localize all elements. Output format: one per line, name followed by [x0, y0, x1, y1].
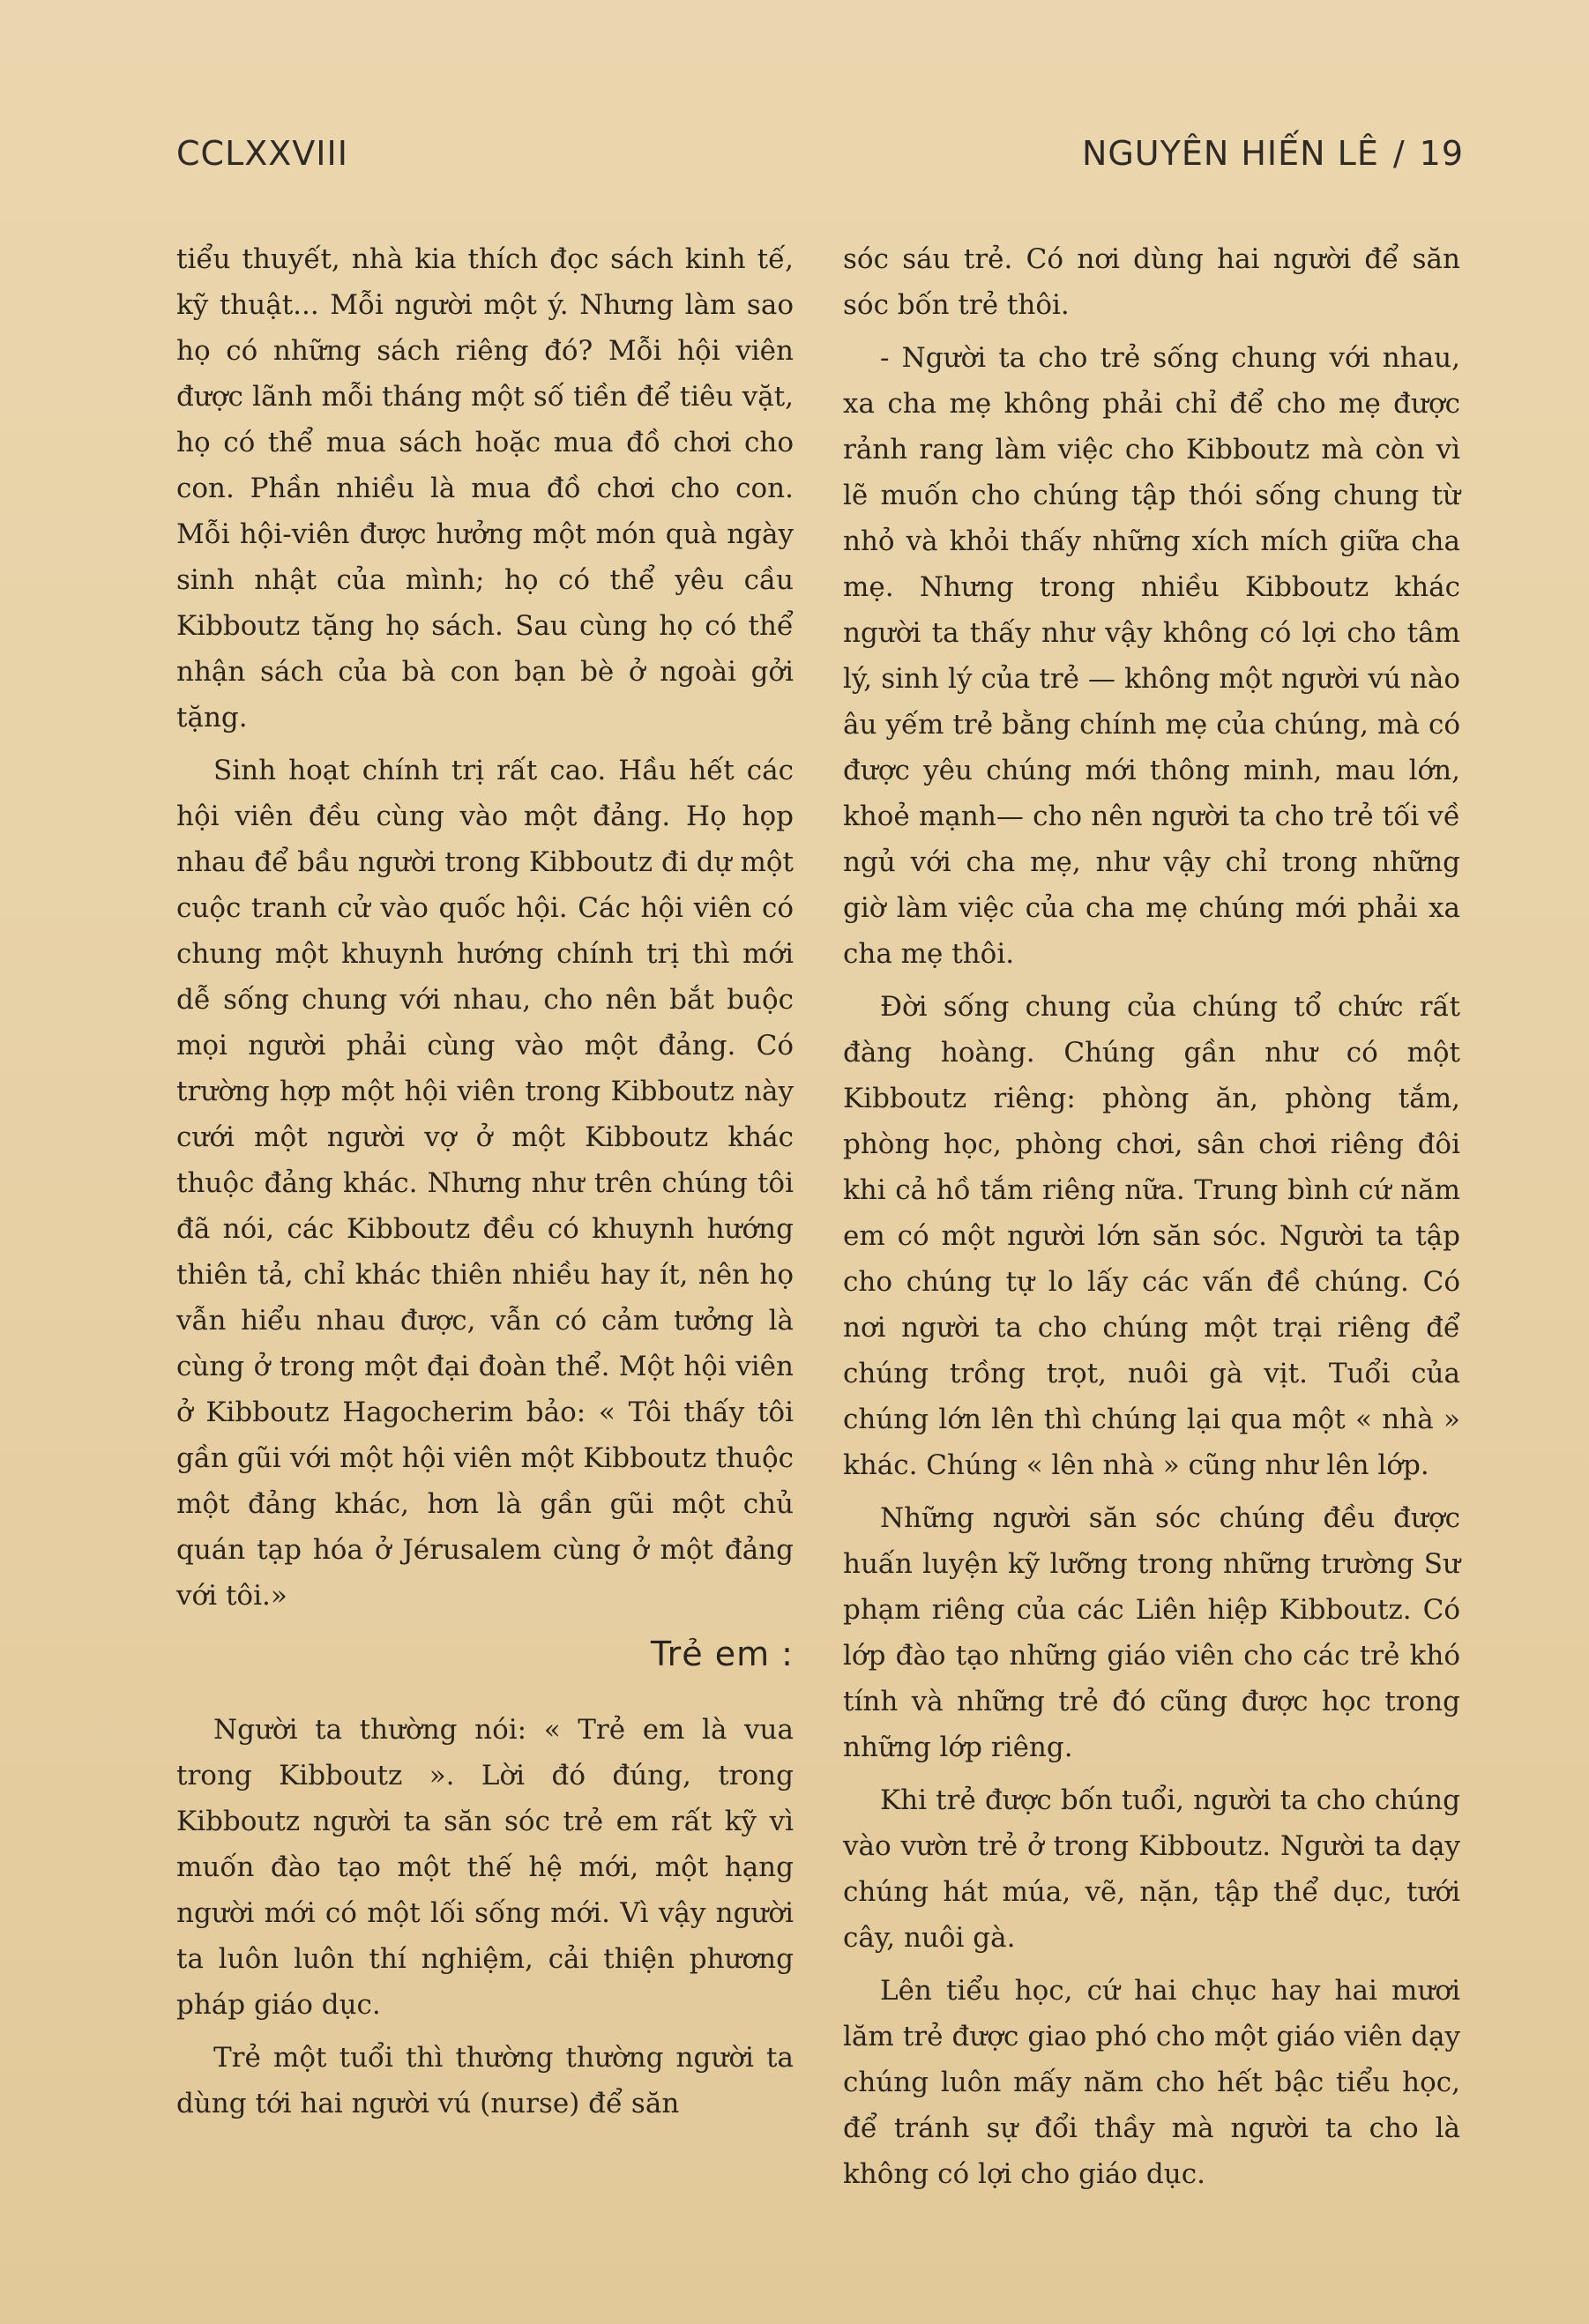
paragraph: Những người săn sóc chúng đều được huấn luyện kỹ lưỡng trong những trường Sư phạm riêng của các Liên hiệp Kibboutz. Có lớp đào tạo những giáo viên cho các trẻ khó tính và những trẻ đó cũng được học trong những lớp riêng.	[843, 1502, 1460, 1763]
paragraph: Khi trẻ được bốn tuổi, người ta cho chúng vào vườn trẻ ở trong Kibboutz. Người ta dạy chúng hát múa, vẽ, nặn, tập thể dục, tưới cây, nuôi gà.	[843, 1784, 1460, 1954]
header-roman-numeral: CCLXXVIII	[176, 134, 348, 173]
header-separator: /	[1392, 134, 1406, 173]
paragraph: sóc sáu trẻ. Có nơi dùng hai người để săn sóc bốn trẻ thôi.	[843, 243, 1460, 321]
left-column	[176, 236, 794, 2134]
paragraph: Đời sống chung của chúng tổ chức rất đàng hoàng. Chúng gần như có một Kibboutz riêng: phòng ăn, phòng tắm, phòng học, phòng chơi, sân chơi riêng đôi khi cả hồ tắm riêng nữa. Trung bình cứ năm em có một người lớn săn sóc. Người ta tập cho chúng tự lo lấy các vấn đề chúng. Có nơi người ta cho chúng một trại riêng để chúng trồng trọt, nuôi gà vịt. Tuổi của chúng lớn lên thì chúng lại qua một « nhà » khác. Chúng « lên nhà » cũng như lên lớp.	[843, 991, 1460, 1481]
paragraph: Lên tiểu học, cứ hai chục hay hai mươi lăm trẻ được giao phó cho một giáo viên dạy chúng luôn mấy năm cho hết bậc tiểu học, để tránh sự đổi thầy mà người ta cho là không có lợi cho giáo dục.	[843, 1975, 1460, 2190]
header-author: NGUYÊN HIẾN LÊ	[1081, 134, 1379, 173]
paragraph: Sinh hoạt chính trị rất cao. Hầu hết các hội viên đều cùng vào một đảng. Họ họp nhau để bầu người trong Kibboutz đi dự một cuộc tranh cử vào quốc hội. Các hội viên có chung một khuynh hướng chính trị thì mới dễ sống chung với nhau, cho nên bắt buộc mọi người phải cùng vào một đảng. Có trường hợp một hội viên trong Kibboutz này cưới một người vợ ở một Kibboutz khác thuộc đảng khác. Nhưng như trên chúng tôi đã nói, các Kibboutz đều có khuynh hướng thiên tả, chỉ khác thiên nhiều hay ít, nên họ vẫn hiểu nhau được, vẫn có cảm tưởng là cùng ở trong một đại đoàn thể. Một hội viên ở Kibboutz Hagocherim bảo: « Tôi thấy tôi gần gũi với một hội viên một Kibboutz thuộc một đảng khác, hơn là gần gũi một chủ quán tạp hóa ở Jérusalem cùng ở một đảng với tôi.»	[176, 755, 794, 1612]
paragraph: - Người ta cho trẻ sống chung với nhau, xa cha mẹ không phải chỉ để cho mẹ được rảnh rang làm việc cho Kibboutz mà còn vì lẽ muốn cho chúng tập thói sống chung từ nhỏ và khỏi thấy những xích mích giữa cha mẹ. Nhưng trong nhiều Kibboutz khác người ta thấy như vậy không có lợi cho tâm lý, sinh lý của trẻ — không một người vú nào âu yếm trẻ bằng chính mẹ của chúng, mà có được yêu chúng mới thông minh, mau lớn, khoẻ mạnh— cho nên người ta cho trẻ tối về ngủ với cha mẹ, như vậy chỉ trong những giờ làm việc của cha mẹ chúng mới phải xa cha mẹ thôi.	[843, 342, 1460, 970]
right-column	[843, 236, 1460, 2204]
paragraph: Người ta thường nói: « Trẻ em là vua trong Kibboutz ». Lời đó đúng, trong Kibboutz người ta săn sóc trẻ em rất kỹ vì muốn đào tạo một thế hệ mới, một hạng người mới có một lối sống mới. Vì vậy người ta luôn luôn thí nghiệm, cải thiện phương pháp giáo dục.	[176, 1714, 794, 2021]
paragraph: Trẻ một tuổi thì thường thường người ta dùng tới hai người vú (nurse) để săn	[176, 2042, 794, 2119]
page-header	[176, 134, 1464, 187]
header-page-number: 19	[1419, 134, 1464, 173]
section-heading: Trẻ em :	[651, 1635, 794, 1673]
paragraph: tiểu thuyết, nhà kia thích đọc sách kinh tế, kỹ thuật... Mỗi người một ý. Nhưng làm sao họ có những sách riêng đó? Mỗi hội viên được lãnh mỗi tháng một số tiền để tiêu vặt, họ có thể mua sách hoặc mua đồ chơi cho con. Phần nhiều là mua đồ chơi cho con. Mỗi hội-viên được hưởng một món quà ngày sinh nhật của mình; họ có thể yêu cầu Kibboutz tặng họ sách. Sau cùng họ có thể nhận sách của bà con bạn bè ở ngoài gởi tặng.	[176, 243, 794, 734]
header-author-page	[1082, 134, 1464, 173]
